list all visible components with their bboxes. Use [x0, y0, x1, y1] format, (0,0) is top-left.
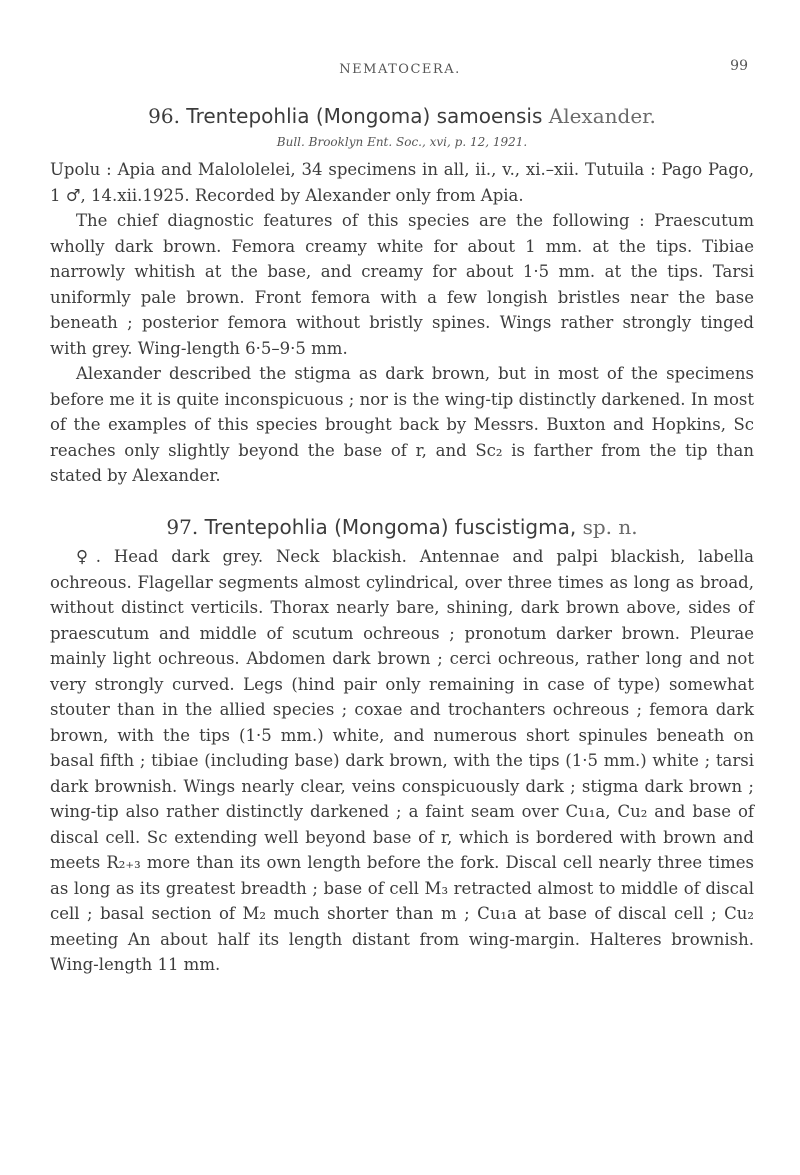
species-96-number: 96. [148, 104, 180, 128]
page-body [50, 104, 754, 978]
species-96-paragraph-2: The chief diagnostic features of this species are the following : Praescutum wholly dark brown. Femora creamy white for about 1 mm. at the tips. Tibiae narrowly whitish at the base, and creamy for about 1·5 mm. at the tips. Tarsi uniformly pale brown. Front femora with a few longish bristles near the base beneath ; posterior femora without bristly spines. Wings rather strongly tinged with grey. Wing-length 6·5–9·5 mm. [50, 211, 754, 358]
page-number: 99 [730, 58, 748, 74]
species-96-heading [50, 104, 754, 130]
running-head: NEMATOCERA. [339, 62, 461, 77]
species-97-number: 97. [166, 514, 199, 539]
species-97-author: sp. n. [582, 514, 638, 539]
species-96-name: Trentepohlia (Mongoma) samoensis [186, 104, 543, 128]
species-96-paragraph-3: Alexander described the stigma as dark brown, but in most of the specimens before me it is quite inconspicuous ; nor is the wing-tip distinctly darkened. In most of the examples of this species brought back by Messrs. Buxton and Hopkins, Sc reaches only slightly beyond the base of r, and Sc₂ is farther from the tip than stated by Alexander. [50, 364, 754, 485]
species-97-name: Trentepohlia (Mongoma) fuscistigma, [204, 514, 577, 539]
species-96-citation: Bull. Brooklyn Ent. Soc., xvi, p. 12, 1921. [276, 134, 528, 149]
species-96-author: Alexander. [548, 104, 656, 128]
species-97-heading [50, 515, 754, 541]
species-97-description: ♀. Head dark grey. Neck blackish. Antennae and palpi blackish, labella ochreous. Flagellar segments almost cylindrical, over three times as long as broad, without distinct verticils. Thorax nearly bare, shining, dark brown above, sides of praescutum and middle of scutum ochreous ; pronotum darker brown. Pleurae mainly light ochreous. Abdomen dark brown ; cerci ochreous, rather long and not very strongly curved. Legs (hind pair only remaining in case of type) somewhat stouter than in the allied species ; coxae and trochanters ochreous ; femora dark brown, with the tips (1·5 mm.) white, and numerous short spinules beneath on basal fifth ; tibiae (including base) dark brown, with the tips (1·5 mm.) white ; tarsi dark brownish. Wings nearly clear, veins conspicuously dark ; stigma dark brown ; wing-tip also rather distinctly darkened ; a faint seam over Cu₁a, Cu₂ and base of discal cell. Sc extending well beyond base of r, which is bordered with brown and meets R₂₊₃ more than its own length before the fork. Discal cell nearly three times as long as its greatest breadth ; base of cell M₃ retracted almost to middle of discal cell ; basal section of M₂ much shorter than m ; Cu₁a at base of discal cell ; Cu₂ meeting An about half its length distant from wing-margin. Halteres brownish. Wing-length 11 mm. [50, 547, 754, 974]
species-96-paragraph-1: Upolu : Apia and Malololelei, 34 specimens in all, ii., v., xi.–xii. Tutuila : Pago Pago, 1 ♂, 14.xii.1925. Recorded by Alexander only from Apia. [50, 160, 754, 205]
